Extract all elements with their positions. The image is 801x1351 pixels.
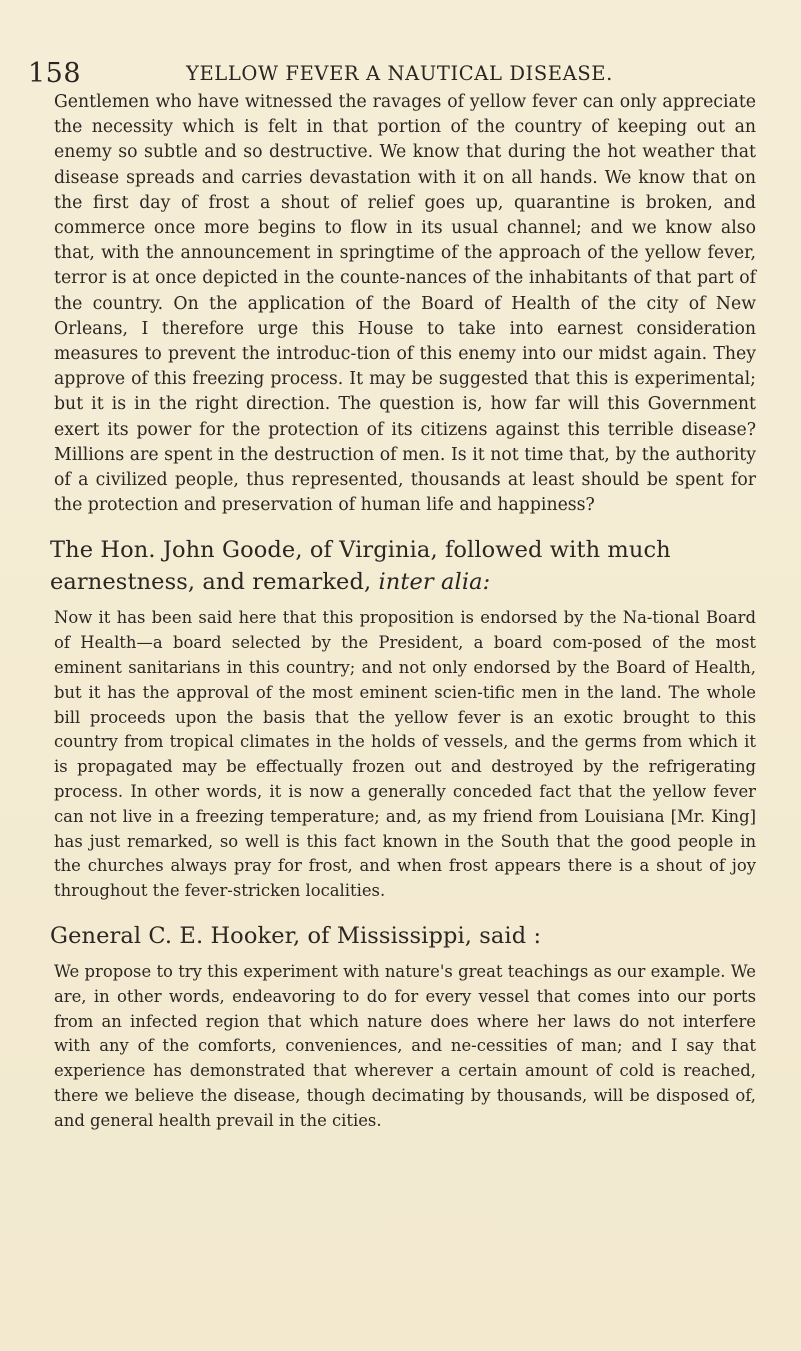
speaker-heading-goode bbox=[50, 534, 756, 598]
page-header bbox=[28, 58, 771, 90]
speaker-heading-goode-text: The Hon. John Goode, of Virginia, followed with much earnestness, and remarked, bbox=[50, 537, 671, 596]
speaker-heading-hooker: General C. E. Hooker, of Mississippi, said : bbox=[50, 923, 542, 950]
quote-goode: Now it has been said here that this proposition is endorsed by the Na-tional Board of Health—a board selected by the President, a board com-posed of the most eminent sanitarians in this country; and not only endorsed by the Board of Health, but it has the approval of the most eminent scien-tific men in the land. The whole bill proceeds upon the basis that the yellow fever is an exotic brought to this country from tropical climates in the holds of vessels, and the germs from which it is propagated may be effectually frozen out and destroyed by the refrigerating process. In other words, it is now a generally conceded fact that the yellow fever can not live in a freezing temperature; and, as my friend from Louisiana [Mr. King] has just remarked, so well is this fact known in the South that the good people in the churches always pray for frost, and when frost appears there is a shout of joy throughout the fever-stricken localities. bbox=[54, 608, 756, 901]
page-body bbox=[50, 90, 756, 1134]
speaker-heading-goode-italic: inter alia: bbox=[378, 569, 491, 596]
running-head: YELLOW FEVER A NAUTICAL DISEASE. bbox=[186, 62, 613, 85]
page-number: 158 bbox=[28, 58, 82, 89]
quote-hooker: We propose to try this experiment with nature's great teachings as our example. We are, in other words, endeavoring to do for every vessel that comes into our ports from an infected region that which nature does where her laws do not interfere with any of the comforts, conveniences, and ne-cessities of man; and I say that experience has demonstrated that wherever a certain amount of cold is reached, there we believe the disease, though decimating by thousands, will be disposed of, and general health prevail in the cities. bbox=[54, 962, 756, 1130]
paragraph-opening: Gentlemen who have witnessed the ravages of yellow fever can only appreciate the necessity which is felt in that portion of the country of keeping out an enemy so subtle and so destructive. We know that during the hot weather that disease spreads and carries devastation with it on all hands. We know that on the first day of frost a shout of relief goes up, quarantine is broken, and commerce once more begins to flow in its usual channel; and we know also that, with the announcement in springtime of the approach of the yellow fever, terror is at once depicted in the counte-nances of the inhabitants of that part of the country. On the application of the Board of Health of the city of New Orleans, I therefore urge this House to take into earnest consideration measures to prevent the introduc-tion of this enemy into our midst again. They approve of this freezing process. It may be suggested that this is experimental; but it is in the right direction. The question is, how far will this Government exert its power for the protection of its citizens against this terrible disease? Millions are spent in the destruction of men. Is it not time that, by the authority of a civilized people, thus represented, thousands at least should be spent for the protection and preservation of human life and happiness? bbox=[54, 92, 756, 516]
